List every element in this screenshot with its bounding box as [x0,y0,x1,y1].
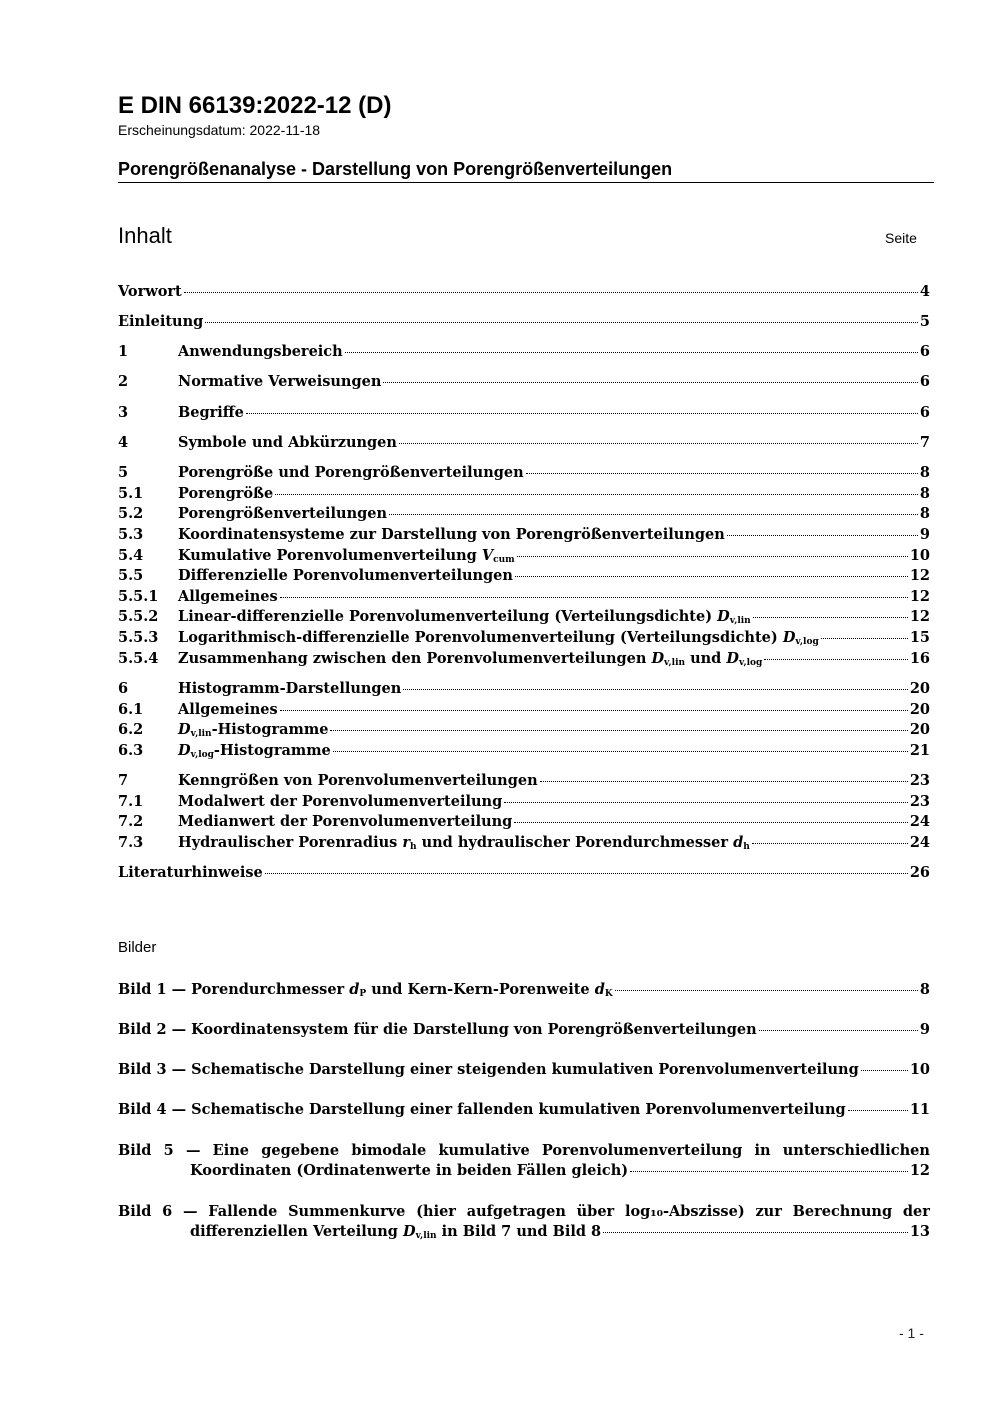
toc-entry-page: 6 [919,343,930,360]
figure-entry-word: Berechnung [792,1203,893,1220]
dot-leader [184,292,918,293]
toc-entry-page: 24 [909,813,930,830]
title-divider [118,182,934,183]
toc-entry-text: Linear-differenzielle Porenvolumenverteilung (Verteilungsdichte) [178,608,718,625]
dot-leader [403,689,907,690]
dot-leader [630,1171,908,1172]
figure-entry-word: — [183,1203,198,1220]
figure-entry-line [118,1202,930,1222]
toc-entry-page: 10 [909,547,930,564]
toc-entry-page: 8 [919,485,930,502]
figure-entry-page: 12 [909,1162,930,1179]
toc-entry-page: 5 [919,313,930,330]
figure-entry-line [118,1141,930,1161]
dot-leader [504,802,908,803]
figure-entry-page: 9 [919,1021,930,1038]
figure-entry[interactable] [118,1020,930,1040]
figures-heading: Bilder [118,939,157,956]
toc-entry-title [178,373,381,390]
toc-entry-number: 7.3 [118,834,144,851]
dot-leader [246,413,918,414]
toc-entry-title [178,505,387,522]
toc-entry-number: 6 [118,680,129,697]
figure-entry-page: 11 [909,1101,930,1118]
figure-entry-text: differenziellen Verteilung [190,1223,403,1240]
figure-entry-title [118,980,613,1004]
symbol-subscript: v,lin [664,658,686,668]
toc-entry-title [178,721,328,739]
toc-entry-title [178,793,502,810]
toc-entry-text: -Histogramme [213,742,331,759]
symbol: D [178,721,191,738]
dot-leader [205,322,918,323]
dot-leader [389,514,918,515]
figure-entry-word: Porenvolumenverteilung [541,1142,743,1159]
figure-entry-word: gegebene [261,1142,340,1159]
figure-entry[interactable] [118,1100,930,1120]
toc-entry-text: Logarithmisch-differenzielle Porenvolumenverteilung (Verteilungsdichte) [178,629,783,646]
dot-leader [383,382,918,383]
dot-leader [764,659,908,660]
dot-leader [399,443,918,444]
toc-entry-title [118,313,203,330]
symbol: V [481,547,494,564]
toc-entry[interactable] [118,650,930,672]
figure-entry-word: 6 [162,1203,173,1220]
toc-entry-number: 7.2 [118,813,144,830]
toc-entry-page: 20 [909,680,930,697]
toc-entry-number: 5.5.2 [118,608,159,625]
figure-entry-title [190,1222,601,1246]
toc-entry-number: 3 [118,404,129,421]
figure-entry-word: kumulative [438,1142,530,1159]
toc-entry[interactable] [118,526,930,548]
toc-entry-page: 24 [909,834,930,851]
symbol-subscript: v,log [738,658,763,668]
toc-entry-page: 15 [909,629,930,646]
toc-entry-page: 20 [909,721,930,738]
toc-entry-text: Porengröße und Porengrößenverteilungen [178,464,524,481]
toc-entry-title [178,834,750,852]
dot-leader [821,638,908,639]
toc-entry-page: 12 [909,608,930,625]
toc-entry[interactable] [118,742,930,764]
figure-entry-line [118,1161,930,1181]
toc-entry-number: 4 [118,434,129,451]
toc-entry-text: Begriffe [178,404,244,421]
dot-leader [514,822,908,823]
toc-entry-number: 5.1 [118,485,144,502]
symbol: D [782,629,796,646]
dot-leader [280,710,908,711]
toc-entry-text: und [685,650,727,667]
symbol: d [349,981,360,998]
dot-leader [848,1110,908,1111]
symbol: d [733,834,744,851]
figure-entry-text: und Kern-Kern-Porenweite [366,981,595,998]
toc-entry-number: 6.3 [118,742,144,759]
figure-entry-page: 8 [919,981,930,998]
toc-entry-number: 1 [118,343,129,360]
toc-entry-number: 7.1 [118,793,144,810]
toc-entry-text: Anwendungsbereich [178,343,343,360]
toc-entry-text: Kumulative Porenvolumenverteilung [178,547,482,564]
figure-entry-word: Bild [118,1142,152,1159]
toc-entry[interactable] [118,680,930,702]
figure-entry-word: bimodale [351,1142,427,1159]
figure-entry-word: Bild [118,1203,152,1220]
figure-entry[interactable] [118,1202,930,1246]
toc-entry-title [178,742,331,760]
toc-entry-title [178,629,819,647]
toc-entry-title [178,701,278,718]
document-title: Porengrößenanalyse - Darstellung von Porengrößenverteilungen [118,159,673,179]
toc-entry-page: 21 [909,742,930,759]
dot-leader [515,576,908,577]
figure-entry-title [118,1100,846,1120]
toc-entry[interactable] [118,313,930,335]
dot-leader [345,352,918,353]
toc-entry[interactable] [118,434,930,456]
toc-entry-text: Einleitung [118,313,204,330]
figure-entry-text: Bild 1 — Porendurchmesser [118,981,350,998]
toc-entry-page: 26 [909,864,930,881]
toc-entry-title [178,680,401,697]
toc-entry-number: 6.1 [118,701,144,718]
dot-leader [330,730,907,731]
toc-entry-title [178,343,343,360]
dot-leader [333,751,908,752]
toc-entry-title [178,404,244,421]
toc-entry-text: Kenngrößen von Porenvolumenverteilungen [178,772,538,789]
toc-entry-title [178,485,273,502]
dot-leader [753,617,908,618]
toc-entry-number: 5.5.4 [118,650,159,667]
figure-entry-title [118,1020,757,1040]
toc-entry[interactable] [118,864,930,886]
dot-leader [759,1030,918,1031]
toc-entry-title [178,526,725,543]
toc-heading: Inhalt [118,223,172,248]
dot-leader [727,535,918,536]
toc-entry[interactable] [118,485,930,507]
toc-entry-number: 5 [118,464,129,481]
toc-entry-text: und hydraulischer Porendurchmesser [416,834,734,851]
toc-entry-title [178,434,397,451]
symbol: D [178,742,191,759]
symbol-subscript: v,lin [190,729,212,739]
figure-entry-word: in [754,1142,771,1159]
symbol-subscript: v,lin [415,1231,437,1241]
toc-entry[interactable] [118,343,930,365]
figure-entry-title [190,1161,628,1181]
figure-entry-word: Fallende [208,1203,278,1220]
symbol-subscript: v,log [190,750,214,760]
toc-entry-text: Porengrößenverteilungen [178,505,388,522]
symbol: D [717,608,730,625]
dot-leader [752,843,908,844]
toc-entry[interactable] [118,793,930,815]
figure-entry-word: — [185,1142,201,1159]
publication-date: Erscheinungsdatum: 2022-11-18 [118,122,321,138]
symbol-subscript: h [743,842,750,852]
toc-entry-text: Koordinatensysteme zur Darstellung von Porengrößenverteilungen [178,526,725,543]
toc-entry-title [118,864,263,881]
toc-entry[interactable] [118,373,930,395]
toc-entry-text: Medianwert der Porenvolumenverteilung [178,813,513,830]
toc-entry-text: Modalwert der Porenvolumenverteilung [178,793,503,810]
toc-entry-text: Hydraulischer Porenradius [178,834,403,851]
toc-entry[interactable] [118,505,930,527]
toc-entry[interactable] [118,813,930,835]
toc-entry-number: 5.5.3 [118,629,159,646]
toc-entry[interactable] [118,629,930,651]
toc-entry-page: 9 [919,526,930,543]
toc-entry-page: 6 [919,373,930,390]
figure-entry[interactable] [118,1141,930,1181]
toc-entry-number: 5.5 [118,567,144,584]
toc-entry-page: 4 [919,283,930,300]
figure-entry-word: über [576,1203,615,1220]
figure-entry-word: log₁₀-Abszisse) [624,1203,745,1220]
figure-entry-word: (hier [416,1203,456,1220]
toc-entry-title [178,588,278,605]
toc-entry[interactable] [118,464,930,486]
symbol-subscript: v,lin [729,616,751,626]
figure-entry-page: 13 [909,1223,930,1240]
toc-entry-page: 6 [919,404,930,421]
toc-entry-text: Histogramm-Darstellungen [178,680,402,697]
toc-entry-number: 5.4 [118,547,144,564]
toc-entry-page: 8 [919,464,930,481]
toc-entry-text: Vorwort [118,283,182,300]
toc-entry-page: 16 [909,650,930,667]
toc-entry-number: 7 [118,772,129,789]
toc-entry-title [178,650,762,668]
figure-entry-text: Bild 3 — Schematische Darstellung einer steigenden kumulativen Porenvolumenverteilung [118,1061,859,1078]
toc-entry-text: Allgemeines [178,588,278,605]
figure-entry-word: Eine [212,1142,249,1159]
toc-entry-text: Symbole und Abkürzungen [178,434,397,451]
figure-entry-word: zur [755,1203,782,1220]
dot-leader [517,556,908,557]
dot-leader [265,873,908,874]
toc-entry-text: Zusammenhang zwischen den Porenvolumenverteilungen [178,650,652,667]
toc-entry[interactable] [118,608,930,630]
toc-entry[interactable] [118,404,930,426]
toc-entry-page: 12 [909,588,930,605]
dot-leader [275,494,918,495]
symbol: d [594,981,605,998]
dot-leader [540,781,908,782]
figure-entry-word: unterschiedlichen [782,1142,930,1159]
figure-entry-text: in Bild 7 und Bild 8 [436,1223,602,1240]
symbol-subscript: v,log [795,637,819,647]
figure-entry-title [118,1060,859,1080]
dot-leader [615,990,918,991]
toc-entry-number: 5.3 [118,526,144,543]
figure-entry-word: aufgetragen [466,1203,566,1220]
figure-entry-word: Summenkurve [288,1203,406,1220]
document-id: E DIN 66139:2022-12 (D) [118,92,392,119]
dot-leader [603,1232,908,1233]
toc-entry-title [178,567,513,584]
toc-entry[interactable] [118,772,930,794]
figure-entry-line [118,1222,930,1246]
dot-leader [861,1070,908,1071]
toc-entry[interactable] [118,283,930,305]
dot-leader [526,473,918,474]
figure-entry-text: Bild 2 — Koordinatensystem für die Darstellung von Porengrößenverteilungen [118,1021,757,1038]
toc-entry-page: 23 [909,793,930,810]
symbol: D [726,650,739,667]
symbol: D [651,650,665,667]
toc-entry[interactable] [118,567,930,589]
toc-entry[interactable] [118,701,930,723]
toc-entry-text: Literaturhinweise [118,864,263,881]
figure-entry-word: 5 [163,1142,174,1159]
toc-entry-number: 6.2 [118,721,144,738]
toc-entry[interactable] [118,547,930,569]
symbol-subscript: h [409,842,417,852]
toc-entry[interactable] [118,588,930,610]
toc-entry-text: Porengröße [178,485,274,502]
figure-entry-page: 10 [909,1061,930,1078]
symbol: r [402,834,410,851]
toc-entry-page: 20 [909,701,930,718]
toc-page-column-label: Seite [885,230,917,246]
toc-entry-page: 8 [919,505,930,522]
toc-entry-page: 23 [909,772,930,789]
toc-entry-title [178,464,524,481]
symbol-subscript: K [604,989,613,999]
toc-entry-number: 2 [118,373,129,390]
toc-entry-text: Differenzielle Porenvolumenverteilungen [178,567,513,584]
figure-entry[interactable] [118,1060,930,1080]
page-number: - 1 - [899,1325,924,1341]
symbol: D [402,1223,416,1240]
symbol-subscript: cum [493,555,515,565]
figure-entry-text: Bild 4 — Schematische Darstellung einer fallenden kumulativen Porenvolumenverteilung [118,1101,846,1118]
toc-entry-title [178,813,512,830]
toc-entry-title [178,772,538,789]
toc-entry-title [178,608,751,626]
toc-entry-page: 12 [909,567,930,584]
figure-entry[interactable] [118,980,930,1004]
toc-entry-page: 7 [919,434,930,451]
toc-entry-title [118,283,182,300]
dot-leader [280,597,908,598]
toc-entry-text: -Histogramme [211,721,329,738]
figure-entry-word: der [902,1203,930,1220]
toc-entry-text: Normative Verweisungen [178,373,382,390]
symbol-subscript: P [359,989,367,999]
toc-entry-number: 5.2 [118,505,144,522]
toc-entry-number: 5.5.1 [118,588,159,605]
toc-entry[interactable] [118,834,930,856]
toc-entry-title [178,547,515,565]
toc-entry-text: Allgemeines [178,701,278,718]
figure-entry-text: Koordinaten (Ordinatenwerte in beiden Fällen gleich) [190,1162,629,1179]
toc-entry[interactable] [118,721,930,743]
